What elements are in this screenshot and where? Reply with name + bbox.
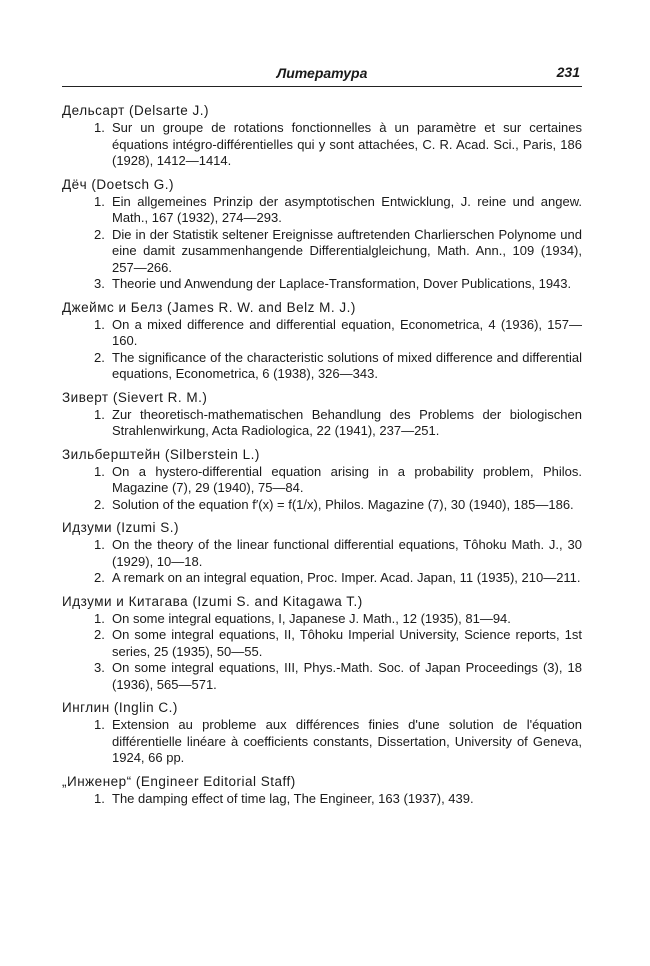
reference-text: On some integral equations, II, Tôhoku Imperial University, Science reports, 1st series, 25 (1935), 50—55. xyxy=(112,627,582,659)
bibliography-entry xyxy=(62,699,582,767)
reference-number: 1. xyxy=(94,120,105,135)
reference-number: 1. xyxy=(94,717,105,732)
reference-number: 1. xyxy=(94,406,105,422)
entry-author: Зильберштейн (Silberstein L.) xyxy=(62,446,260,462)
reference-number: 2. xyxy=(94,496,105,512)
bibliography-entry xyxy=(62,773,582,808)
bibliography-entry xyxy=(62,176,582,293)
reference-item xyxy=(62,194,582,227)
reference-item xyxy=(62,317,582,350)
bibliography-entry xyxy=(62,102,582,170)
reference-number: 2. xyxy=(94,226,105,242)
reference-text: The damping effect of time lag, The Engineer, 163 (1937), 439. xyxy=(112,790,474,806)
entry-author: Дёч (Doetsch G.) xyxy=(62,176,174,192)
reference-number: 1. xyxy=(94,193,105,209)
entry-author: „Инженер“ (Engineer Editorial Staff) xyxy=(62,773,296,789)
reference-item xyxy=(62,660,582,693)
bibliography-entry xyxy=(62,389,582,440)
reference-text: Ein allgemeines Prinzip der asymptotischen Entwicklung, J. reine und angew. Math., 167 (1932), 274—293. xyxy=(112,193,582,225)
bibliography-entry xyxy=(62,299,582,383)
reference-text: Zur theoretisch-mathematischen Behandlung des Problems der biologischen Strahlenwirkung, Acta Radiologica, 22 (1941), 237—251. xyxy=(112,406,582,438)
reference-text: On a mixed difference and differential equation, Econometrica, 4 (1936), 157—160. xyxy=(112,316,582,348)
reference-text: Die in der Statistik seltener Ereignisse auftretenden Charlierschen Polynome und eine damit zusammenhangende Differentialgleichung, Math. Ann., 109 (1934), 257—266. xyxy=(112,226,582,275)
reference-text: Solution of the equation f′(x) = f(1/x), Philos. Magazine (7), 30 (1940), 185—186. xyxy=(112,496,574,512)
reference-item xyxy=(62,120,582,170)
page-number: 231 xyxy=(556,64,580,80)
entry-author: Зиверт (Sievert R. M.) xyxy=(62,389,208,405)
reference-number: 3. xyxy=(94,276,105,291)
entry-author: Дельсарт (Delsarte J.) xyxy=(62,103,210,118)
reference-item xyxy=(62,497,582,514)
entry-author: Инглин (Inglin C.) xyxy=(62,700,178,715)
reference-item xyxy=(62,611,582,628)
reference-number: 2. xyxy=(94,627,105,642)
entry-author: Идзуми (Izumi S.) xyxy=(62,520,180,535)
entry-author: Джеймс и Белз (James R. W. and Belz M. J.) xyxy=(62,299,356,315)
reference-number: 1. xyxy=(94,537,105,552)
bibliography-entry xyxy=(62,519,582,587)
reference-text: Theorie und Anwendung der Laplace-Transformation, Dover Publications, 1943. xyxy=(112,276,572,291)
reference-text: On the theory of the linear functional differential equations, Tôhoku Math. J., 30 (1929), 10—18. xyxy=(112,537,582,569)
reference-number: 1. xyxy=(94,316,105,332)
reference-number: 1. xyxy=(94,610,105,626)
reference-number: 1. xyxy=(94,463,105,479)
reference-item xyxy=(62,464,582,497)
reference-item xyxy=(62,791,582,808)
reference-text: A remark on an integral equation, Proc. Imper. Acad. Japan, 11 (1935), 210—211. xyxy=(112,570,581,585)
reference-text: Extension au probleme aux différences finies d'une solution de l'équation différentielle linéare à coefficients constants, Dissertation, University of Geneva, 1924, 66 pp. xyxy=(112,717,582,765)
reference-item xyxy=(62,276,582,293)
reference-text: On some integral equations, III, Phys.-Math. Soc. of Japan Proceedings (3), 18 (1936), 565—571. xyxy=(112,660,582,692)
reference-number: 1. xyxy=(94,790,105,806)
running-header xyxy=(62,62,582,87)
reference-text: On a hystero-differential equation arising in a probability problem, Philos. Magazine (7), 29 (1940), 75—84. xyxy=(112,463,582,495)
reference-text: Sur un groupe de rotations fonctionnelles à un paramètre et sur certaines équations intégro-différentielles qui y sont attachées, C. R. Acad. Sci., Paris, 186 (1928), 1412—1414. xyxy=(112,120,582,168)
reference-item xyxy=(62,537,582,570)
reference-number: 3. xyxy=(94,660,105,675)
reference-text: On some integral equations, I, Japanese J. Math., 12 (1935), 81—94. xyxy=(112,610,511,626)
book-page xyxy=(62,62,582,813)
reference-text: The significance of the characteristic solutions of mixed difference and differential equations, Econometrica, 6 (1938), 326—343. xyxy=(112,349,582,381)
bibliography-entry xyxy=(62,446,582,514)
bibliography-entry xyxy=(62,593,582,694)
reference-item xyxy=(62,350,582,383)
reference-item xyxy=(62,717,582,767)
bibliography-list xyxy=(62,102,582,807)
reference-item xyxy=(62,227,582,277)
reference-number: 2. xyxy=(94,570,105,585)
reference-item xyxy=(62,407,582,440)
running-title: Литература xyxy=(276,65,368,81)
reference-item xyxy=(62,570,582,587)
reference-number: 2. xyxy=(94,349,105,365)
reference-item xyxy=(62,627,582,660)
entry-author: Идзуми и Китагава (Izumi S. and Kitagawa T.) xyxy=(62,593,363,609)
